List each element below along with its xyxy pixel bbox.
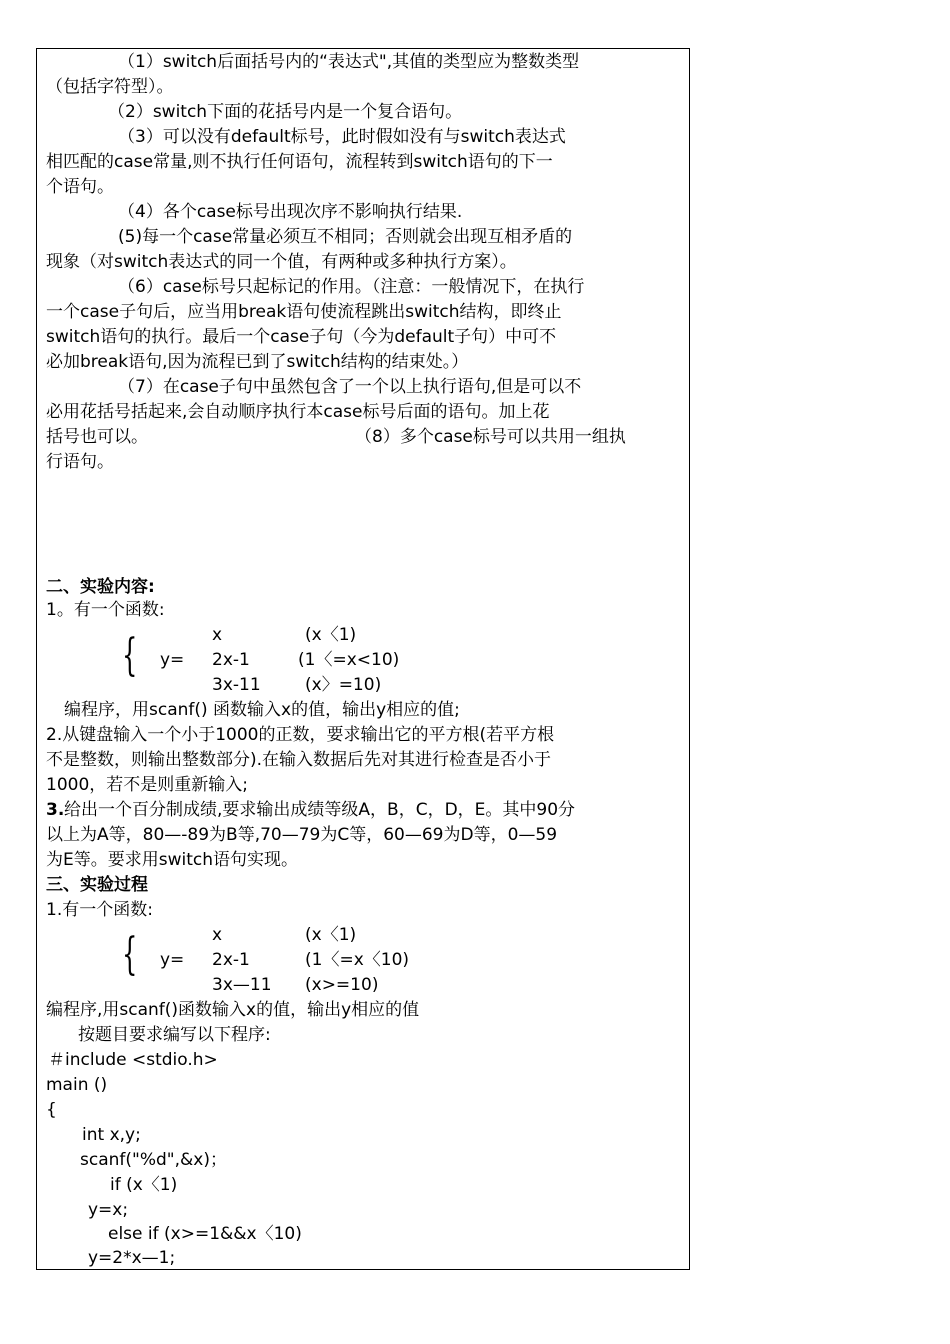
code-line: if (x〈1): [110, 1175, 178, 1195]
function-expr: 3x—11: [212, 975, 272, 995]
function-expr: 2x-1: [212, 950, 250, 970]
note-line: （3）可以没有default标号，此时假如没有与switch表达式: [118, 127, 566, 147]
note-line: 行语句。: [46, 452, 114, 472]
function-cond: (1〈=x<10): [298, 650, 400, 670]
note-line: 个语句。: [46, 177, 114, 197]
function-cond: (x〈1): [305, 925, 357, 945]
intro-text: 按题目要求编写以下程序:: [78, 1025, 271, 1045]
function-expr: x: [212, 625, 223, 645]
function-expr: 3x-11: [212, 675, 261, 695]
note-line: （2）switch下面的花括号内是一个复合语句。: [108, 102, 463, 122]
function-expr: 2x-1: [212, 650, 250, 670]
code-line: ＃include <stdio.h>: [48, 1050, 218, 1070]
item-title: 1.有一个函数:: [46, 900, 153, 920]
code-line: int x,y;: [82, 1125, 141, 1145]
note-line: switch语句的执行。最后一个case子句（今为default子句）中可不: [46, 327, 557, 347]
note-line: （7）在case子句中虽然包含了一个以上执行语句,但是可以不: [118, 377, 582, 397]
item-number: 3.: [46, 800, 65, 820]
function-cond: (x>=10): [305, 975, 379, 995]
note-line: 括号也可以。: [46, 427, 148, 447]
item-line: 不是整数，则输出整数部分).在输入数据后先对其进行检查是否小于: [46, 750, 552, 770]
function-y-label: y=: [160, 950, 185, 970]
item-line: 为E等。要求用switch语句实现。: [46, 850, 299, 870]
code-line: scanf("%d",&x)；: [80, 1150, 227, 1170]
item-line: 1000，若不是则重新输入;: [46, 775, 248, 795]
item-title: 1。有一个函数:: [46, 600, 165, 620]
note-line: （6）case标号只起标记的作用。（注意：一般情况下，在执行: [118, 277, 585, 297]
note-line: 必用花括号括起来,会自动顺序执行本case标号后面的语句。加上花: [46, 402, 550, 422]
section-heading: 二、实验内容:: [46, 577, 155, 597]
note-line: （8）多个case标号可以共用一组执: [355, 427, 626, 447]
note-line: （1）switch后面括号内的“表达式",其值的类型应为整数类型: [118, 52, 580, 72]
note-line: 相匹配的case常量,则不执行任何语句，流程转到switch语句的下一: [46, 152, 553, 172]
section-heading: 三、实验过程: [46, 875, 148, 895]
code-line: else if (x>=1&&x〈10): [108, 1224, 302, 1244]
note-line: (5)每一个case常量必须互不相同；否则就会出现互相矛盾的: [118, 227, 573, 247]
item-line: 2.从键盘输入一个小于1000的正数，要求输出它的平方根(若平方根: [46, 725, 555, 745]
code-line: y=2*x—1;: [88, 1248, 176, 1268]
note-line: 现象（对switch表达式的同一个值，有两种或多种执行方案）。: [46, 252, 517, 272]
function-cond: (x〈1): [305, 625, 357, 645]
task-text: 编程序，用scanf() 函数输入x的值，输出y相应的值;: [64, 700, 460, 720]
code-line: {: [46, 1100, 57, 1120]
note-line: （包括字符型）。: [46, 77, 174, 97]
function-cond: (1〈=x〈10): [305, 950, 410, 970]
item-line: 以上为A等，80—-89为B等,70—79为C等，60—69为D等，0—59: [46, 825, 558, 845]
item-line: 给出一个百分制成绩,要求输出成绩等级A，B，C，D，E。其中90分: [64, 800, 576, 820]
note-line: 必加break语句,因为流程已到了switch结构的结束处。）: [46, 352, 469, 372]
brace-symbol: {: [122, 929, 138, 980]
code-line: y=x;: [88, 1200, 129, 1220]
note-line: （4）各个case标号出现次序不影响执行结果.: [118, 202, 463, 222]
function-cond: (x〉=10): [305, 675, 382, 695]
task-text: 编程序,用scanf()函数输入x的值，输出y相应的值: [46, 1000, 420, 1020]
function-y-label: y=: [160, 650, 185, 670]
function-expr: x: [212, 925, 223, 945]
note-line: 一个case子句后，应当用break语句使流程跳出switch结构，即终止: [46, 302, 562, 322]
code-line: main (): [46, 1075, 108, 1095]
brace-symbol: {: [122, 630, 138, 681]
